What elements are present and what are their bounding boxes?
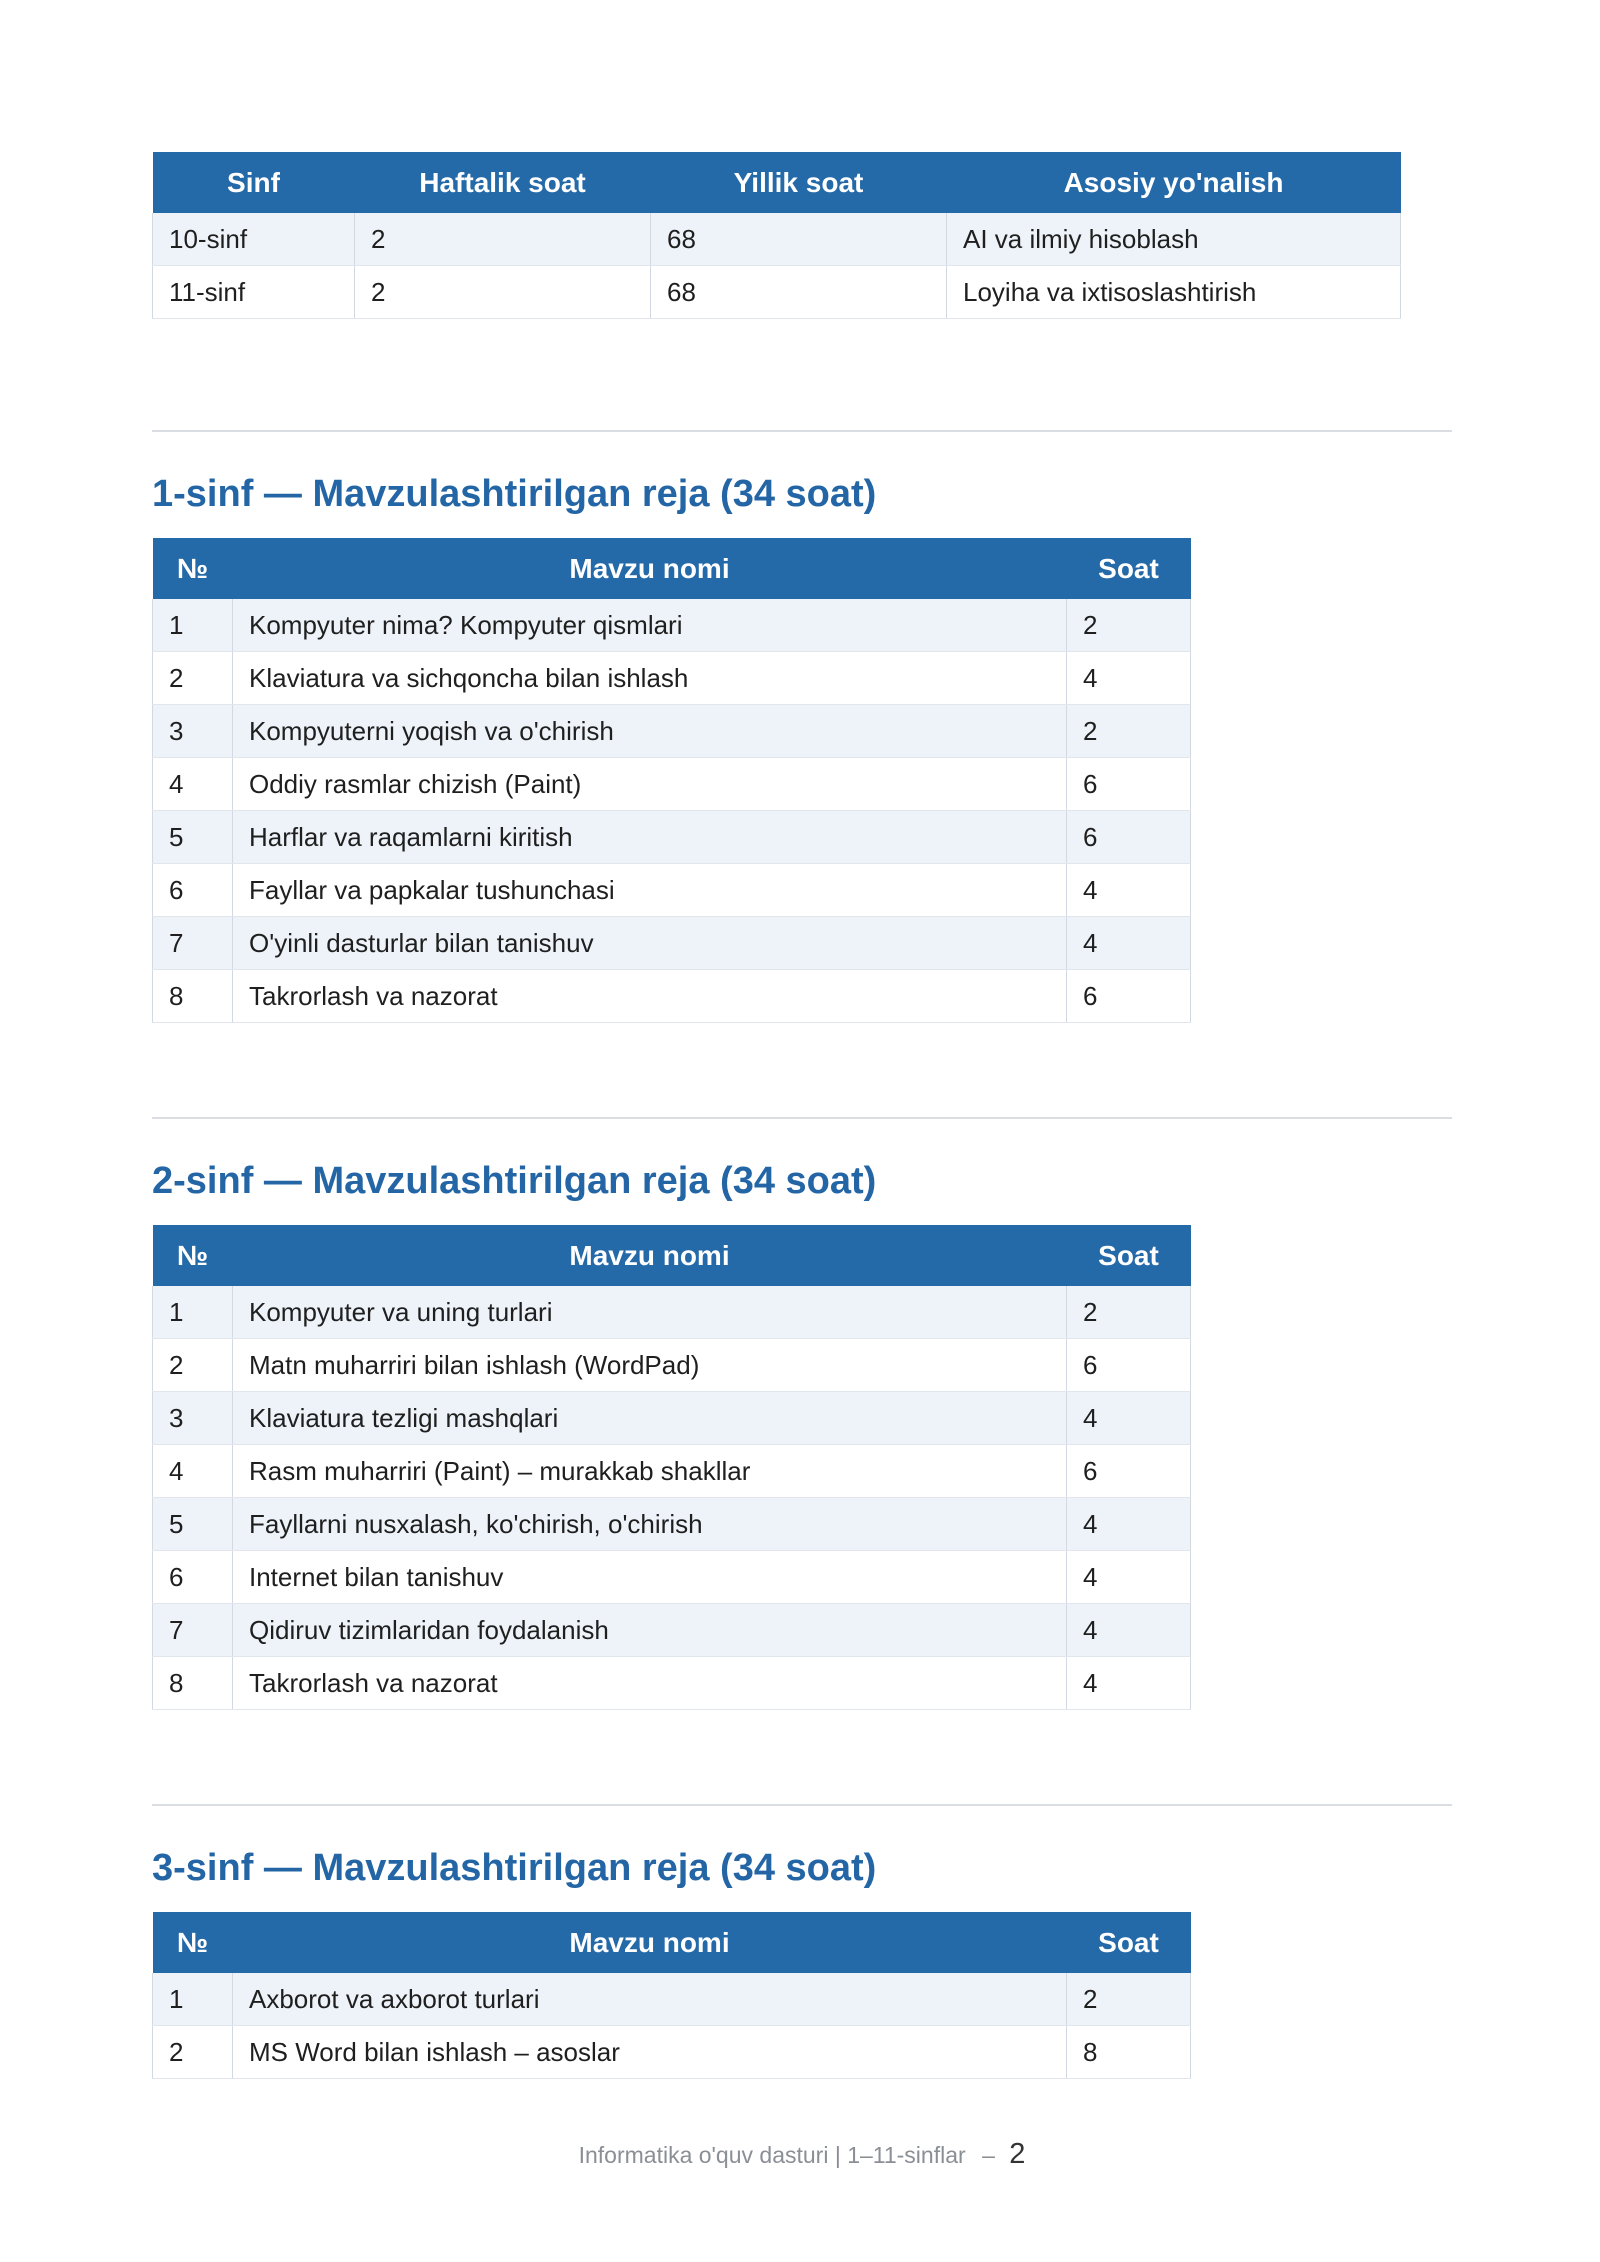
topic-hours: 4 xyxy=(1067,864,1191,917)
topic-hours: 6 xyxy=(1067,758,1191,811)
topic-hours: 4 xyxy=(1067,1392,1191,1445)
topic-hours: 4 xyxy=(1067,1498,1191,1551)
topic-hours: 2 xyxy=(1067,599,1191,652)
topic-name: O'yinli dasturlar bilan tanishuv xyxy=(233,917,1067,970)
table-row xyxy=(153,970,1191,1023)
row-number: 2 xyxy=(153,652,233,705)
topic-name: Harflar va raqamlarni kiritish xyxy=(233,811,1067,864)
table-row xyxy=(153,758,1191,811)
table-row xyxy=(153,705,1191,758)
topic-name: Fayllar va papkalar tushunchasi xyxy=(233,864,1067,917)
topic-name: Takrorlash va nazorat xyxy=(233,970,1067,1023)
footer-separator: – xyxy=(982,2142,995,2168)
summary-header-row xyxy=(153,152,1401,213)
summary-header-main-direction: Asosiy yo'nalish xyxy=(947,152,1401,213)
summary-cell: 68 xyxy=(651,266,947,319)
row-number: 6 xyxy=(153,864,233,917)
row-number: 4 xyxy=(153,1445,233,1498)
topic-hours: 4 xyxy=(1067,652,1191,705)
table-row xyxy=(153,1498,1191,1551)
topic-name: Klaviatura tezligi mashqlari xyxy=(233,1392,1067,1445)
table-row xyxy=(153,2026,1191,2079)
row-number: 1 xyxy=(153,1973,233,2026)
topic-name: Rasm muharriri (Paint) – murakkab shakllar xyxy=(233,1445,1067,1498)
row-number: 3 xyxy=(153,705,233,758)
topic-name: Kompyuterni yoqish va o'chirish xyxy=(233,705,1067,758)
row-number: 1 xyxy=(153,1286,233,1339)
topic-name: Kompyuter nima? Kompyuter qismlari xyxy=(233,599,1067,652)
page-number: 2 xyxy=(1009,2138,1026,2170)
section-title-grade-3: 3-sinf — Mavzulashtirilgan reja (34 soat) xyxy=(152,1847,877,1889)
row-number: 7 xyxy=(153,1604,233,1657)
row-number: 5 xyxy=(153,1498,233,1551)
plan-header-row xyxy=(153,1225,1191,1286)
row-number: 1 xyxy=(153,599,233,652)
table-row xyxy=(153,1445,1191,1498)
section-title-grade-1: 1-sinf — Mavzulashtirilgan reja (34 soat) xyxy=(152,473,877,515)
topic-hours: 6 xyxy=(1067,970,1191,1023)
header-number: № xyxy=(153,1225,233,1286)
summary-header-yearly-hours: Yillik soat xyxy=(651,152,947,213)
topic-name: Qidiruv tizimlaridan foydalanish xyxy=(233,1604,1067,1657)
topic-hours: 8 xyxy=(1067,2026,1191,2079)
section-divider xyxy=(152,430,1452,432)
topic-name: Klaviatura va sichqoncha bilan ishlash xyxy=(233,652,1067,705)
topic-hours: 2 xyxy=(1067,705,1191,758)
summary-cell: 68 xyxy=(651,213,947,266)
table-row xyxy=(153,1604,1191,1657)
plan-table-grade-3 xyxy=(152,1912,1191,2079)
section-grade-1 xyxy=(152,538,1191,1023)
header-topic-name: Mavzu nomi xyxy=(233,1912,1067,1973)
topic-name: Matn muharriri bilan ishlash (WordPad) xyxy=(233,1339,1067,1392)
plan-header-row xyxy=(153,538,1191,599)
section-title-grade-2: 2-sinf — Mavzulashtirilgan reja (34 soat) xyxy=(152,1160,877,1202)
topic-hours: 4 xyxy=(1067,1657,1191,1710)
row-number: 4 xyxy=(153,758,233,811)
summary-header-sinf: Sinf xyxy=(153,152,355,213)
header-topic-name: Mavzu nomi xyxy=(233,1225,1067,1286)
table-row xyxy=(153,213,1401,266)
topic-hours: 4 xyxy=(1067,1551,1191,1604)
table-row xyxy=(153,1657,1191,1710)
header-hours: Soat xyxy=(1067,538,1191,599)
summary-cell: AI va ilmiy hisoblash xyxy=(947,213,1401,266)
topic-name: MS Word bilan ishlash – asoslar xyxy=(233,2026,1067,2079)
row-number: 6 xyxy=(153,1551,233,1604)
header-number: № xyxy=(153,1912,233,1973)
summary-cell: 10-sinf xyxy=(153,213,355,266)
summary-header-weekly-hours: Haftalik soat xyxy=(355,152,651,213)
plan-header-row xyxy=(153,1912,1191,1973)
topic-hours: 6 xyxy=(1067,1445,1191,1498)
row-number: 2 xyxy=(153,2026,233,2079)
topic-hours: 4 xyxy=(1067,1604,1191,1657)
header-topic-name: Mavzu nomi xyxy=(233,538,1067,599)
table-row xyxy=(153,1973,1191,2026)
table-row xyxy=(153,1551,1191,1604)
plan-table-grade-2 xyxy=(152,1225,1191,1710)
table-row xyxy=(153,811,1191,864)
table-row xyxy=(153,864,1191,917)
summary-cell: Loyiha va ixtisoslashtirish xyxy=(947,266,1401,319)
plan-table-grade-1 xyxy=(152,538,1191,1023)
topic-hours: 4 xyxy=(1067,917,1191,970)
topic-hours: 6 xyxy=(1067,1339,1191,1392)
topic-name: Fayllarni nusxalash, ko'chirish, o'chirish xyxy=(233,1498,1067,1551)
page-footer xyxy=(152,2138,1452,2171)
topic-name: Internet bilan tanishuv xyxy=(233,1551,1067,1604)
row-number: 7 xyxy=(153,917,233,970)
topic-name: Takrorlash va nazorat xyxy=(233,1657,1067,1710)
table-row xyxy=(153,599,1191,652)
table-row xyxy=(153,266,1401,319)
header-hours: Soat xyxy=(1067,1912,1191,1973)
row-number: 3 xyxy=(153,1392,233,1445)
row-number: 2 xyxy=(153,1339,233,1392)
summary-cell: 2 xyxy=(355,213,651,266)
topic-hours: 2 xyxy=(1067,1286,1191,1339)
row-number: 8 xyxy=(153,1657,233,1710)
topic-name: Kompyuter va uning turlari xyxy=(233,1286,1067,1339)
summary-cell: 2 xyxy=(355,266,651,319)
row-number: 5 xyxy=(153,811,233,864)
table-row xyxy=(153,917,1191,970)
summary-table xyxy=(152,152,1401,319)
footer-text: Informatika o'quv dasturi | 1–11-sinflar xyxy=(578,2142,966,2168)
topic-name: Oddiy rasmlar chizish (Paint) xyxy=(233,758,1067,811)
topic-name: Axborot va axborot turlari xyxy=(233,1973,1067,2026)
header-hours: Soat xyxy=(1067,1225,1191,1286)
section-divider xyxy=(152,1117,1452,1119)
table-row xyxy=(153,1392,1191,1445)
section-grade-2 xyxy=(152,1225,1191,1710)
header-number: № xyxy=(153,538,233,599)
section-grade-3 xyxy=(152,1912,1191,2079)
summary-cell: 11-sinf xyxy=(153,266,355,319)
row-number: 8 xyxy=(153,970,233,1023)
table-row xyxy=(153,652,1191,705)
section-divider xyxy=(152,1804,1452,1806)
table-row xyxy=(153,1286,1191,1339)
table-row xyxy=(153,1339,1191,1392)
topic-hours: 2 xyxy=(1067,1973,1191,2026)
topic-hours: 6 xyxy=(1067,811,1191,864)
